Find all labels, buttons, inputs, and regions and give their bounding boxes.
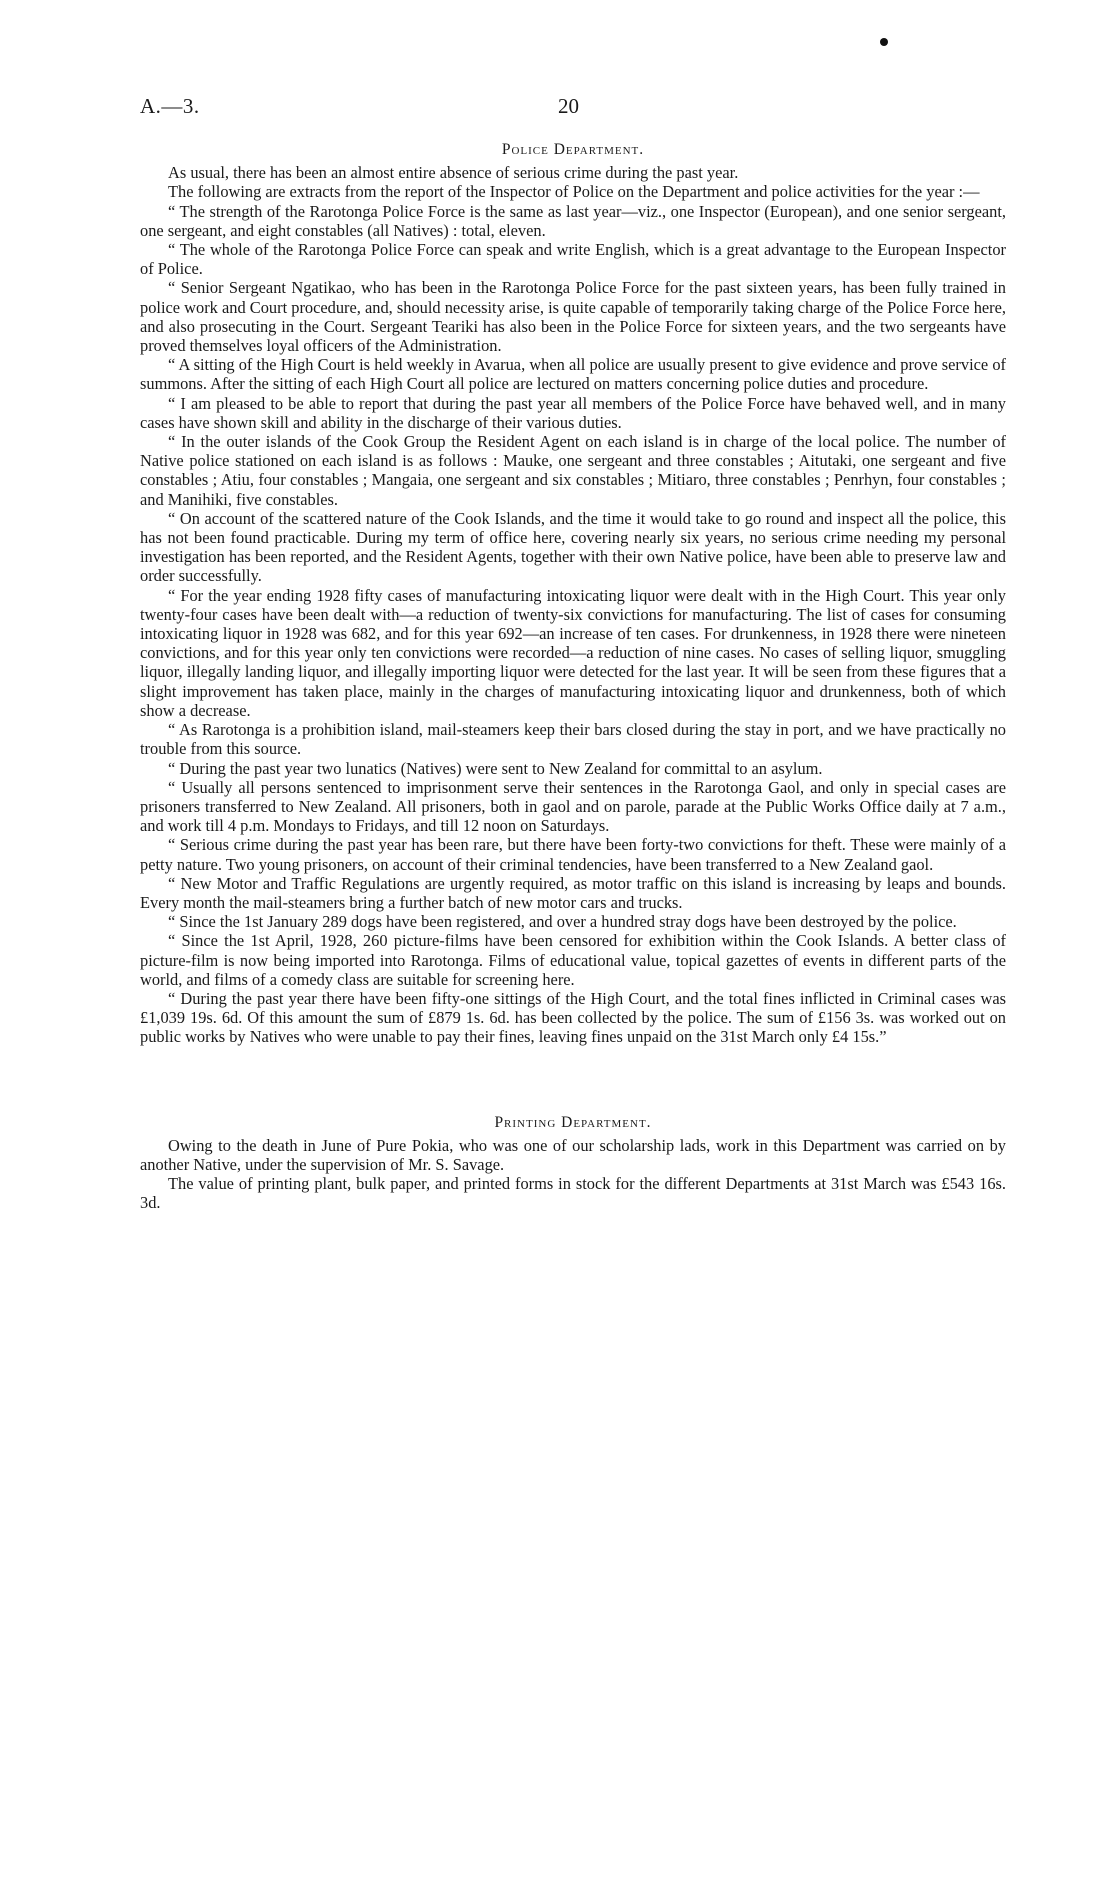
paragraph: Owing to the death in June of Pure Pokia, who was one of our scholarship lads, work in this Department was carried on by another Native, under the supervision of Mr. S. Savage. xyxy=(140,1135,1006,1174)
paragraph: “ Usually all persons sentenced to imprisonment serve their sentences in the Rarotonga Gaol, and only in special cases are prisoners transferred to New Zealand. All prisoners, both in gaol and on parole, parade at the Public Works Office daily at 7 a.m., and work till 4 p.m. Mondays to Fridays, and till 12 noon on Saturdays. xyxy=(140,777,1006,836)
paragraph: “ The strength of the Rarotonga Police Force is the same as last year—viz., one Inspector (European), and one senior sergeant, one sergeant, and eight constables (all Natives) : total, eleven. xyxy=(140,201,1006,240)
paragraph: “ For the year ending 1928 fifty cases of manufacturing intoxicating liquor were dealt with in the High Court. This year only twenty-four cases have been dealt with—a reduction of twenty-six convictions for manufacturing. The list of cases for consuming intoxicating liquor in 1928 was 682, and for this year 692—an increase of ten cases. For drunkenness, in 1928 there were nineteen convictions, and for this year only ten convictions were recorded—a reduction of nine cases. No cases of selling liquor, smuggling liquor, illegally landing liquor, and illegally importing liquor were detected for the last year. It will be seen from these figures that a slight improvement has taken place, mainly in the charges of manufacturing intoxicating liquor and drunkenness, both of which show a decrease. xyxy=(140,585,1006,720)
paragraph: “ I am pleased to be able to report that during the past year all members of the Police Force have behaved well, and in many cases have shown skill and ability in the discharge of their various duties. xyxy=(140,393,1006,432)
paragraph: “ Senior Sergeant Ngatikao, who has been in the Rarotonga Police Force for the past sixteen years, has been fully trained in police work and Court procedure, and, should necessity arise, is quite capable of temporarily taking charge of the Police Force here, and also prosecuting in the Court. Sergeant Teariki has also been in the Police Force for sixteen years, and the two sergeants have proved themselves loyal officers of the Administration. xyxy=(140,278,1006,356)
paragraph: “ A sitting of the High Court is held weekly in Avarua, when all police are usually present to give evidence and prove service of summons. After the sitting of each High Court all police are lectured on matters concerning police duties and procedure. xyxy=(140,355,1006,394)
paragraph: “ During the past year there have been fifty-one sittings of the High Court, and the total fines inflicted in Criminal cases was £1,039 19s. 6d. Of this amount the sum of £879 1s. 6d. has been collected by the police. The sum of £156 3s. was worked out on public works by Natives who were unable to pay their fines, leaving fines unpaid on the 31st March only £4 15s.” xyxy=(140,988,1006,1047)
section-heading-printing: Printing Department. xyxy=(494,1113,652,1131)
paragraph: “ The whole of the Rarotonga Police Force can speak and write English, which is a great advantage to the European Inspector of Police. xyxy=(140,240,1006,279)
section-heading-police: Police Department. xyxy=(501,141,645,158)
page-content xyxy=(140,140,1006,1213)
paragraph: “ Since the 1st April, 1928, 260 picture-films have been censored for exhibition within the Cook Islands. A better class of picture-film is now being imported into Rarotonga. Films of educational value, topical gazettes of events in different parts of the world, and films of a comedy class are suitable for screening here. xyxy=(140,931,1006,989)
police-section xyxy=(140,163,1006,1046)
printing-section xyxy=(140,1136,1006,1213)
paragraph: “ During the past year two lunatics (Natives) were sent to New Zealand for committal to an asylum. xyxy=(168,758,823,778)
paragraph: “ In the outer islands of the Cook Group the Resident Agent on each island is in charge of the local police. The number of Native police stationed on each island is as follows : Mauke, one sergeant and three constables ; Aitutaki, one sergeant and five constables ; Atiu, four constables ; Mangaia, one sergeant and six constables ; Mitiaro, three constables ; Penrhyn, four constables ; and Manihiki, five constables. xyxy=(140,432,1006,509)
paragraph: The value of printing plant, bulk paper, and printed forms in stock for the different Departments at 31st March was £543 16s. 3d. xyxy=(140,1174,1006,1213)
document-reference: A.—3. xyxy=(140,94,200,118)
paragraph: As usual, there has been an almost entire absence of serious crime during the past year. xyxy=(168,163,739,183)
paragraph: “ As Rarotonga is a prohibition island, mail-steamers keep their bars closed during the stay in port, and we have practically no trouble from this source. xyxy=(140,720,1006,759)
paragraph: “ Serious crime during the past year has been rare, but there have been forty-two convictions for theft. These were mainly of a petty nature. Two young prisoners, on account of their criminal tendencies, have been transferred to a New Zealand gaol. xyxy=(140,835,1006,874)
page-number: 20 xyxy=(558,94,579,118)
paragraph: The following are extracts from the report of the Inspector of Police on the Department and police activities for the year :— xyxy=(168,182,980,202)
section-spacer xyxy=(140,1047,1006,1113)
ink-dot xyxy=(880,38,888,46)
paragraph: “ On account of the scattered nature of the Cook Islands, and the time it would take to go round and inspect all the police, this has not been found practicable. During my term of office here, covering nearly six years, no serious crime needing my personal investigation has been reported, and the Resident Agents, together with their own Native police, have been able to preserve law and order successfully. xyxy=(140,508,1006,586)
paragraph: “ Since the 1st January 289 dogs have been registered, and over a hundred stray dogs have been destroyed by the police. xyxy=(168,912,957,932)
paragraph: “ New Motor and Traffic Regulations are urgently required, as motor traffic on this island is increasing by leaps and bounds. Every month the mail-steamers bring a further batch of new motor cars and trucks. xyxy=(140,873,1006,912)
